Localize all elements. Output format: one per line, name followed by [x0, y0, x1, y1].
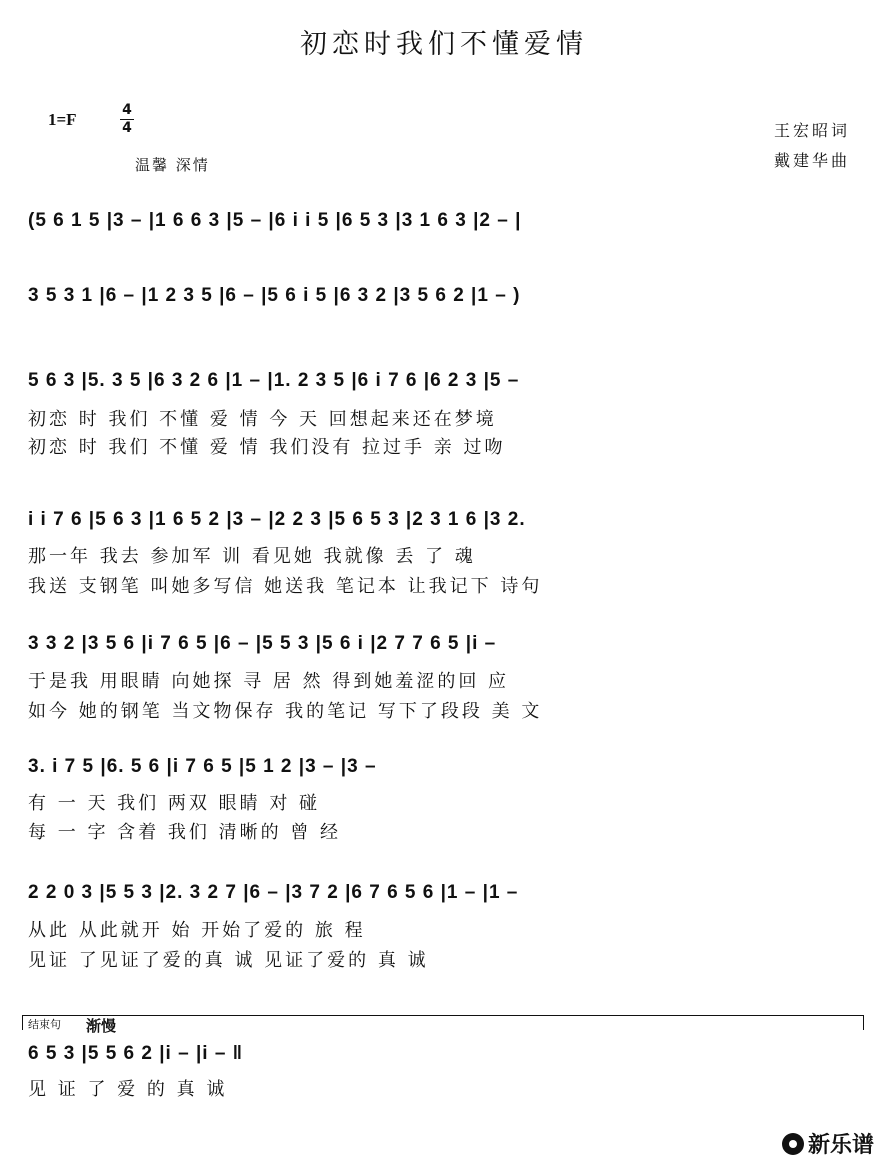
watermark-text: 新乐谱	[807, 1133, 874, 1158]
song-title: 初恋时我们不懂爱情	[300, 29, 588, 60]
lyric-line-3a: 初恋 时 我们 不懂 爱 情 今 天 回想起来还在梦境	[28, 409, 497, 430]
lyric-line-7b: 见证 了见证了爱的真 诚 见证了爱的 真 诚	[28, 950, 429, 971]
vinyl-record-icon	[782, 1133, 804, 1155]
lyric-line-6b: 每 一 字 含着 我们 清晰的 曾 经	[28, 822, 342, 843]
closing-tempo: 渐慢	[86, 1017, 117, 1035]
notation-line-8: 6 5 3 |5 5 6 2 |i – |i – ‖	[28, 1043, 244, 1064]
lyric-line-4b: 我送 支钢笔 叫她多写信 她送我 笔记本 让我记下 诗句	[28, 576, 543, 597]
notation-line-2: 3 5 3 1 |6 – |1 2 3 5 |6 – |5 6 i 5 |6 3 2 |3 5 6 2 |1 – )	[28, 285, 521, 306]
lyric-line-7a: 从此 从此就开 始 开始了爱的 旅 程	[28, 920, 366, 941]
lyricist: 王宏昭词	[773, 121, 850, 140]
notation-line-4: i i 7 6 |5 6 3 |1 6 5 2 |3 – |2 2 3 |5 6 5 3 |2 3 1 6 |3 2.	[28, 509, 526, 530]
notation-line-5: 3 3 2 |3 5 6 |i 7 6 5 |6 – |5 5 3 |5 6 i |2 7 7 6 5 |i –	[28, 633, 497, 654]
lyric-line-6a: 有 一 天 我们 两双 眼睛 对 碰	[28, 793, 321, 814]
closing-bracket	[22, 1015, 864, 1030]
time-signature	[120, 103, 134, 136]
notation-line-1: (5 6 1 5 |3 – |1 6 6 3 |5 – |6 i i 5 |6 5 3 |3 1 6 3 |2 – |	[28, 210, 522, 231]
notation-line-7: 2 2 0 3 |5 5 3 |2. 3 2 7 |6 – |3 7 2 |6 7 6 5 6 |1 – |1 –	[28, 882, 519, 903]
key-signature: 1=F	[48, 110, 77, 129]
notation-line-6: 3. i 7 5 |6. 5 6 |i 7 6 5 |5 1 2 |3 – |3 –	[28, 756, 377, 777]
lyric-line-4a: 那一年 我去 参加军 训 看见她 我就像 丢 了 魂	[28, 546, 476, 567]
closing-label: 结束句	[28, 1018, 61, 1031]
time-signature-bottom: 4	[122, 120, 132, 136]
tempo-marking: 温馨 深情	[135, 156, 210, 174]
watermark	[782, 1128, 874, 1159]
lyric-line-8a: 见 证 了 爱 的 真 诚	[28, 1079, 228, 1100]
lyric-line-5a: 于是我 用眼睛 向她探 寻 居 然 得到她羞涩的回 应	[28, 671, 510, 692]
composer: 戴建华曲	[773, 151, 850, 170]
time-signature-top: 4	[122, 102, 132, 118]
notation-line-3: 5 6 3 |5. 3 5 |6 3 2 6 |1 – |1. 2 3 5 |6 i 7 6 |6 2 3 |5 –	[28, 370, 520, 391]
lyric-line-3b: 初恋 时 我们 不懂 爱 情 我们没有 拉过手 亲 过吻	[28, 437, 506, 458]
lyric-line-5b: 如今 她的钢笔 当文物保存 我的笔记 写下了段段 美 文	[28, 701, 543, 722]
